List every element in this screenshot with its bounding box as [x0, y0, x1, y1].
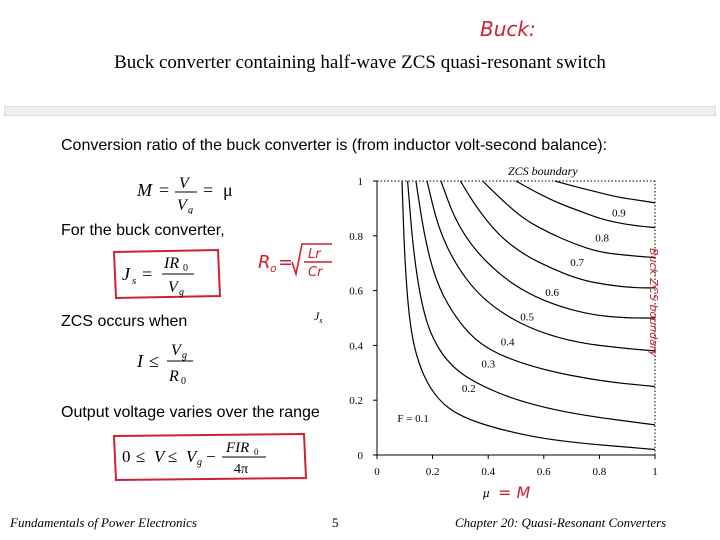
curve-label: 0.3 [481, 358, 496, 371]
y-tick-label: 0.8 [349, 230, 363, 243]
svg-text:=: = [278, 252, 294, 273]
y-tick-label: 1 [357, 176, 363, 188]
curve-0-4 [427, 181, 655, 351]
svg-text:=: = [203, 180, 214, 200]
y-axis-label: $J_s$ [314, 309, 323, 325]
svg-text:4π: 4π [234, 462, 249, 477]
svg-text:R: R [258, 252, 271, 273]
y-tick-label: 0.2 [349, 395, 363, 408]
svg-text:0: 0 [183, 263, 188, 274]
svg-text:V: V [177, 197, 187, 214]
mu-annotation [482, 483, 530, 502]
curve-label: F = 0.1 [397, 413, 429, 426]
svg-text:0: 0 [122, 447, 131, 466]
curve-label: 0.7 [570, 256, 585, 269]
svg-text:≤: ≤ [168, 447, 178, 466]
curve-0-9 [555, 181, 655, 203]
svg-text:J: J [122, 264, 130, 284]
buck-handwritten-note [470, 8, 580, 48]
curve-0-6 [460, 181, 655, 288]
svg-text:R: R [169, 368, 179, 385]
svg-text:o: o [270, 262, 277, 275]
svg-text:V: V [154, 447, 165, 466]
svg-text:V: V [171, 342, 181, 359]
curve-0-7 [483, 181, 655, 258]
svg-text:0: 0 [181, 376, 186, 387]
y-tick-label: 0 [357, 450, 363, 462]
svg-text:g: g [188, 205, 193, 214]
boundary-annotation: Buck ZCS boundary [647, 248, 660, 357]
slide-title: Buck converter containing half-wave ZCS quasi-resonant switch [114, 52, 606, 73]
curve-label: 0.6 [545, 287, 560, 300]
curve-label: 0.5 [520, 311, 534, 324]
equation-js [108, 244, 228, 304]
zcs-occurs-text: ZCS occurs when [61, 313, 188, 330]
chart-title: ZCS boundary [508, 164, 578, 178]
svg-text:FIR: FIR [226, 440, 250, 456]
output-range-text: Output voltage varies over the range [61, 404, 320, 421]
svg-text:s: s [132, 275, 137, 287]
curve-label: 0.9 [611, 207, 626, 220]
curve-0-8 [516, 181, 655, 228]
svg-text:=: = [159, 180, 170, 200]
svg-text:IR: IR [164, 255, 180, 272]
svg-text:V: V [186, 447, 197, 466]
buck-annotation: Buck: [480, 17, 536, 41]
x-tick-label: 0 [374, 466, 380, 478]
equation-output-range [110, 428, 310, 484]
x-tick-label: 0.2 [425, 466, 440, 478]
svg-text:≤: ≤ [149, 351, 159, 371]
svg-text:=: = [142, 264, 153, 284]
footer-chapter: Chapter 20: Quasi-Resonant Converters [455, 515, 667, 530]
svg-text:g: g [179, 287, 184, 298]
svg-text:≤: ≤ [136, 447, 146, 466]
svg-text:V: V [179, 175, 189, 192]
svg-text:g: g [197, 457, 202, 468]
footer-page-number: 5 [332, 515, 339, 530]
x-tick-label: 0.6 [536, 466, 551, 478]
x-tick-label: 0.4 [481, 466, 496, 478]
svg-text:μ: μ [223, 180, 233, 200]
conversion-ratio-text: Conversion ratio of the buck converter is (from inductor volt-second balance): [61, 137, 608, 154]
svg-text:0: 0 [254, 447, 259, 457]
curve-label: 0.4 [500, 336, 515, 349]
footer-book-title: Fundamentals of Power Electronics [10, 515, 197, 530]
y-tick-label: 0.4 [349, 340, 363, 353]
svg-text:= M: = M [498, 483, 531, 502]
x-tick-label: 0.8 [592, 466, 607, 478]
y-tick-label: 0.6 [349, 285, 363, 298]
svg-text:I: I [137, 351, 143, 371]
svg-text:Lr: Lr [308, 247, 321, 262]
svg-text:−: − [206, 447, 216, 466]
title-rule [4, 106, 716, 116]
x-tick-label: 1 [652, 466, 658, 478]
curve-label: 0.2 [461, 382, 476, 395]
x-axis-label: μ [483, 485, 490, 500]
svg-text:Cr: Cr [308, 265, 323, 280]
zcs-boundary-chart [300, 158, 700, 508]
svg-text:M: M [137, 180, 152, 200]
buck-converter-text: For the buck converter, [61, 222, 225, 239]
svg-text:V: V [168, 279, 178, 296]
svg-text:g: g [182, 350, 187, 361]
curve-label: 0.8 [595, 232, 610, 245]
equation-zcs-condition [135, 335, 215, 387]
equation-conversion-ratio [135, 168, 245, 214]
